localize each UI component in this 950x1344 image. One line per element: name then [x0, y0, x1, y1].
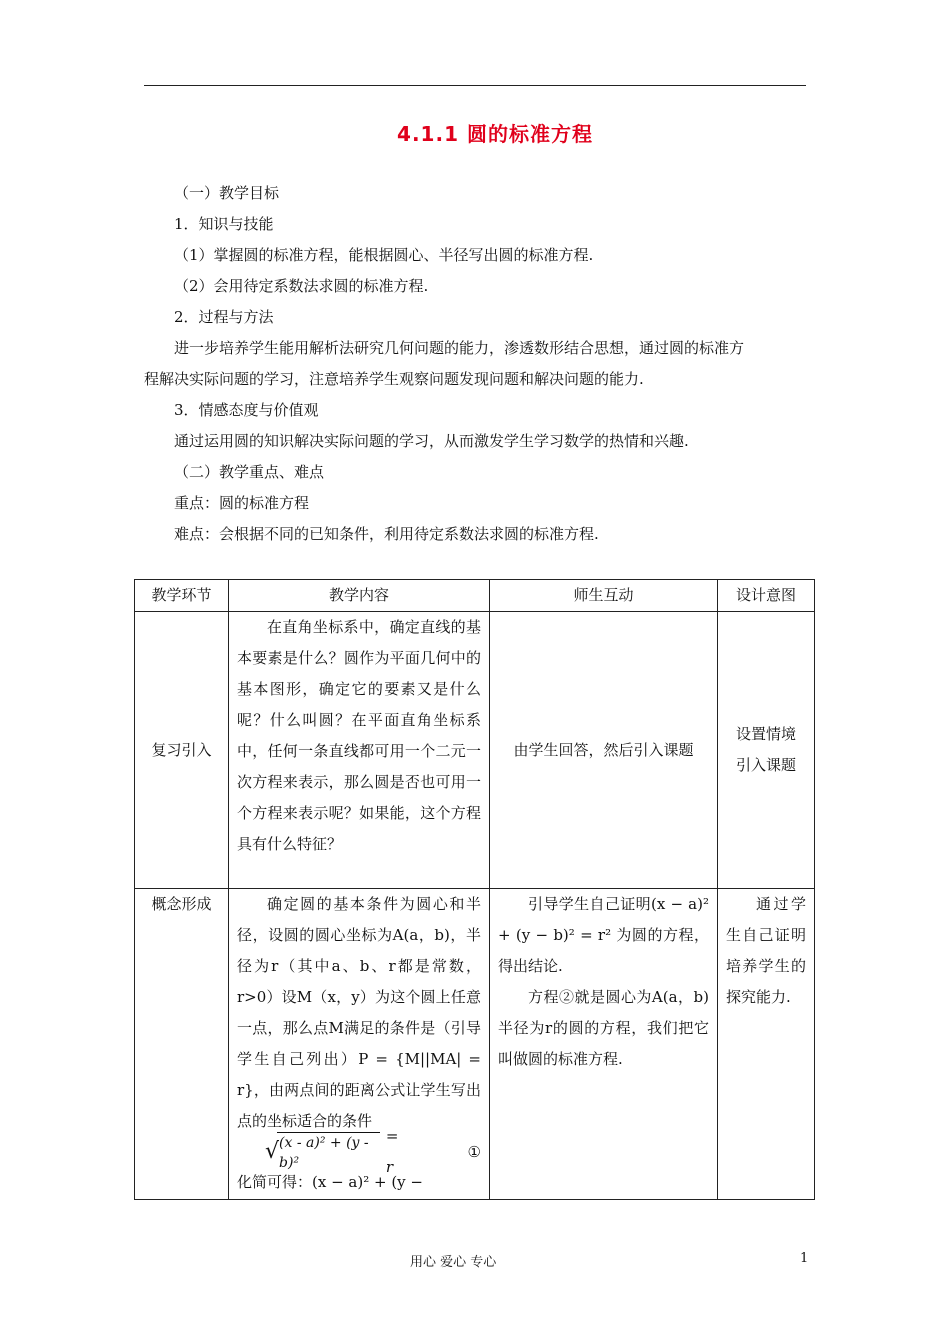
section-heading: （二）教学重点、难点 [174, 463, 325, 481]
column-header: 设计意图 [718, 580, 815, 612]
content-cell [229, 889, 490, 1200]
column-header: 师生互动 [490, 580, 718, 612]
stage-cell: 概念形成 [135, 889, 229, 1200]
subsection-heading: 1．知识与技能 [174, 215, 274, 233]
stage-cell: 复习引入 [135, 612, 229, 889]
intent-cell [718, 889, 815, 1200]
content-cell [229, 612, 490, 889]
column-header: 教学内容 [229, 580, 490, 612]
lesson-table [134, 579, 815, 1200]
objective-item: （2）会用待定系数法求圆的标准方程. [174, 277, 429, 295]
interaction-text: 方程②就是圆心为A(a，b)半径为r的圆的方程，我们把它叫做圆的标准方程. [498, 988, 709, 1068]
distance-formula [237, 1127, 481, 1176]
equation-number: ① [467, 1142, 481, 1161]
content-text: 化简可得：(x − a)² + (y − [237, 1173, 423, 1191]
header-rule [144, 85, 806, 86]
radical-sign: √ [265, 1139, 280, 1164]
radicand: (x - a)² + (y - b)² [277, 1132, 380, 1173]
column-header: 教学环节 [135, 580, 229, 612]
section-heading: （一）教学目标 [174, 184, 280, 202]
subsection-heading: 3．情感态度与价值观 [174, 401, 319, 419]
footer-motto: 用心 爱心 专心 [410, 1255, 497, 1270]
page-number: 1 [800, 1251, 809, 1266]
objective-item: （1）掌握圆的标准方程，能根据圆心、半径写出圆的标准方程. [174, 246, 594, 264]
table-header-row [135, 580, 815, 612]
paragraph: 通过运用圆的知识解决实际问题的学习，从而激发学生学习数学的热情和兴趣. [174, 432, 689, 450]
document-body [144, 178, 814, 550]
key-point: 重点：圆的标准方程 [174, 494, 310, 512]
content-text: 在直角坐标系中，确定直线的基本要素是什么？圆作为平面几何中的基本图形，确定它的要素又是什么呢？什么叫圆？在平面直角坐标系中，任何一条直线都可用一个二元一次方程来表示，那么圆是否也可用一个方程来表示呢？如果能，这个方程具有什么特征？ [237, 618, 481, 853]
interaction-cell [490, 889, 718, 1200]
paragraph: 进一步培养学生能用解析法研究几何问题的能力，渗透数形结合思想，通过圆的标准方 [174, 339, 745, 357]
formula-rhs: = r [385, 1127, 399, 1176]
paragraph-continued: 程解决实际问题的学习，注意培养学生观察问题发现问题和解决问题的能力. [144, 370, 644, 388]
intent-cell [718, 612, 815, 889]
difficult-point: 难点：会根据不同的已知条件，利用待定系数法求圆的标准方程. [174, 525, 599, 543]
table-row [135, 889, 815, 1200]
page-title: 4.1.1 圆的标准方程 [397, 122, 593, 146]
interaction-cell: 由学生回答，然后引入课题 [490, 612, 718, 889]
subsection-heading: 2．过程与方法 [174, 308, 274, 326]
interaction-text: 引导学生自己证明(x − a)² + (y − b)² = r² 为圆的方程，得出结论. [498, 895, 709, 975]
table-row [135, 612, 815, 889]
intent-text: 通过学生自己证明培养学生的探究能力. [726, 895, 806, 1006]
intent-line: 引入课题 [735, 756, 796, 774]
content-text: 确定圆的基本条件为圆心和半径，设圆的圆心坐标为A(a，b)，半径为r（其中a、b、r都是常数，r>0）设M（x，y）为这个圆上任意一点，那么点M满足的条件是（引导学生自己列出）P = {M||MA| = r}，由两点间的距离公式让学生写出点的坐标适合的条件 [237, 895, 481, 1130]
intent-line: 设置情境 [735, 725, 796, 743]
